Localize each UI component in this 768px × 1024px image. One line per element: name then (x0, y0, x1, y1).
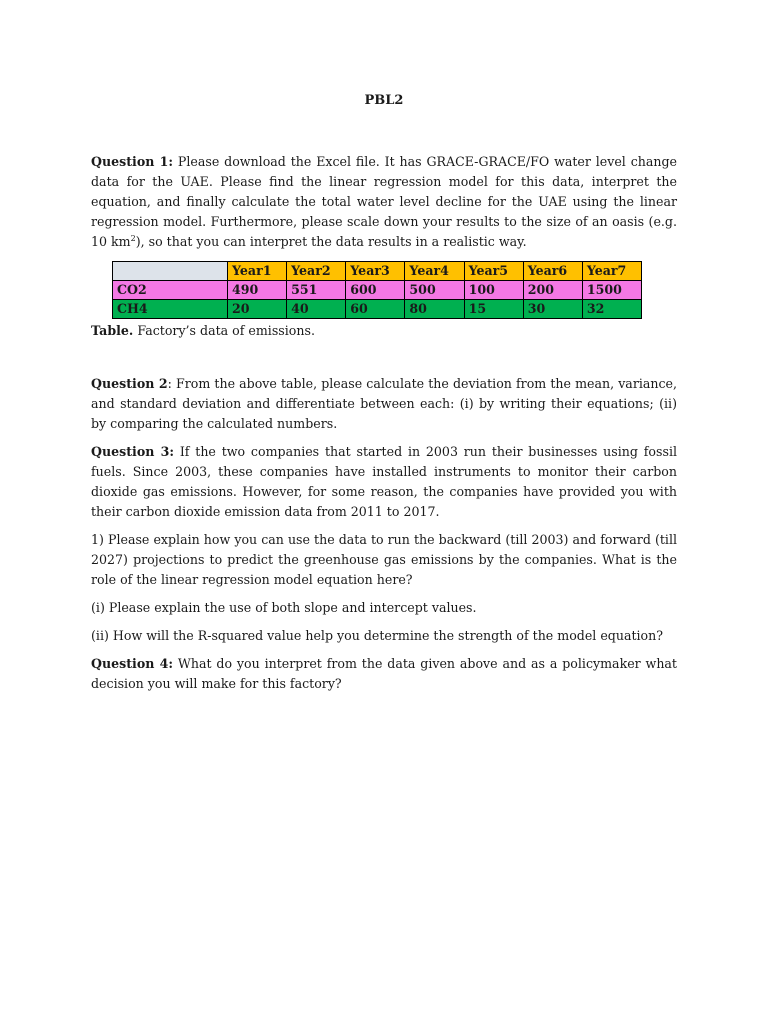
table-header-cell: Year6 (523, 262, 582, 281)
table-cell: 500 (405, 281, 464, 300)
question-4-text: What do you interpret from the data given above and as a policymaker what decision you will make for this factory? (91, 656, 677, 691)
table-cell: 15 (464, 300, 523, 319)
question-4-label: Question 4: (91, 656, 174, 671)
table-cell: 200 (523, 281, 582, 300)
table-cell: 100 (464, 281, 523, 300)
table-cell: 1500 (582, 281, 641, 300)
question-1-label: Question 1: (91, 154, 174, 169)
table-corner-cell (113, 262, 228, 281)
table-caption-text: Factory’s data of emissions. (133, 323, 315, 338)
question-3-part-1: 1) Please explain how you can use the data to run the backward (till 2003) and forward (till 2027) projections to predict the greenhouse gas emissions by the companies. What is the role of the linear regression model equation here? (91, 532, 677, 587)
question-3-part-i: (i) Please explain the use of both slope and intercept values. (91, 600, 477, 615)
table-cell: 551 (287, 281, 346, 300)
question-2-label: Question 2 (91, 376, 168, 391)
table-header-row (113, 262, 642, 281)
table-cell: 20 (228, 300, 287, 319)
question-1-text: Please download the Excel file. It has GRACE-GRACE/FO water level change data for the UAE. Please find the linear regression model for this data, interpret the equation, and finally calculate the total water level decline for the UAE using the linear regression model. Furthermore, please scale down your results to the size of an oasis (e.g. 10 km (91, 154, 677, 249)
question-3-text: If the two companies that started in 2003 run their businesses using fossil fuels. Since 2003, these companies have installed instruments to monitor their carbon dioxide gas emissions. However, for some reason, the companies have provided you with their carbon dioxide emission data from 2011 to 2017. (91, 444, 677, 519)
table-cell: 40 (287, 300, 346, 319)
table-cell: 32 (582, 300, 641, 319)
question-4 (91, 654, 677, 694)
document-title: PBL2 (364, 93, 404, 108)
table-cell: 600 (346, 281, 405, 300)
table-row (113, 281, 642, 300)
table-header-cell: Year4 (405, 262, 464, 281)
table-header-cell: Year7 (582, 262, 641, 281)
table-header-cell: Year5 (464, 262, 523, 281)
table-cell: 30 (523, 300, 582, 319)
table-cell: 80 (405, 300, 464, 319)
table-row-label: CO2 (113, 281, 228, 300)
question-1-superscript: 2 (130, 233, 136, 243)
question-3 (91, 442, 677, 522)
table-header-cell: Year1 (228, 262, 287, 281)
table-row (113, 300, 642, 319)
table-cell: 490 (228, 281, 287, 300)
question-3-part-ii: (ii) How will the R-squared value help you determine the strength of the model equation? (91, 628, 664, 643)
table-header-cell: Year2 (287, 262, 346, 281)
emissions-table (112, 261, 642, 319)
document-body (91, 152, 677, 702)
question-1 (91, 152, 677, 252)
question-1-text-end: ), so that you can interpret the data results in a realistic way. (135, 234, 527, 249)
question-3-label: Question 3: (91, 444, 174, 459)
table-cell: 60 (346, 300, 405, 319)
table-header-cell: Year3 (346, 262, 405, 281)
spacer (91, 341, 677, 374)
table-caption (91, 321, 677, 341)
question-2 (91, 374, 677, 434)
table-caption-label: Table. (91, 323, 134, 338)
question-2-text: : From the above table, please calculate the deviation from the mean, variance, and standard deviation and differentiate between each: (i) by writing their equations; (ii) by comparing the calculated numbers. (91, 376, 677, 431)
table-row-label: CH4 (113, 300, 228, 319)
